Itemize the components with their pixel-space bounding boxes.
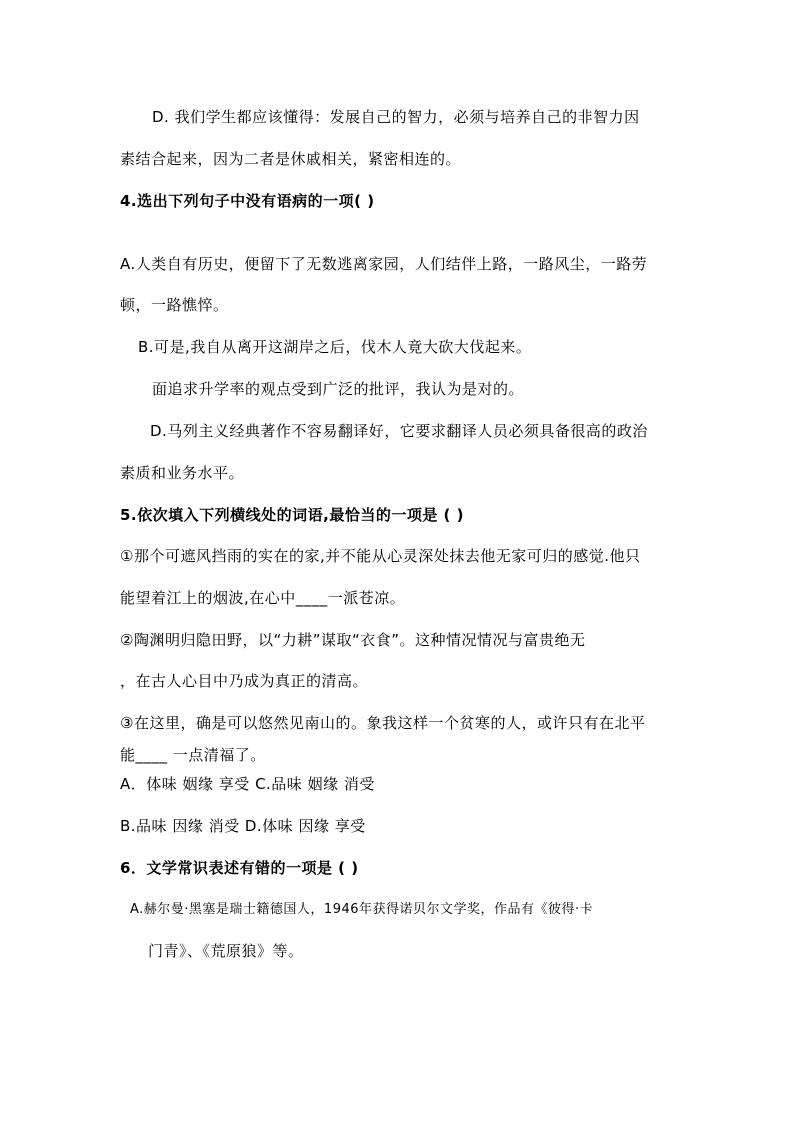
q4-heading: 4.选出下列句子中没有语病的一项( ) bbox=[120, 192, 375, 210]
q4-option-d-line-2: 素质和业务水平。 bbox=[120, 464, 245, 482]
q5-heading: 5.依次填入下列横线处的词语,最恰当的一项是 ( ) bbox=[120, 506, 464, 524]
q4-option-d-line-1: D.马列主义经典著作不容易翻译好，它要求翻译人员必须具备很高的政治 bbox=[150, 422, 648, 440]
q3-option-d-line-2: 素结合起来，因为二者是休戚相关，紧密相连的。 bbox=[120, 150, 462, 168]
q5-item-1-line-2: 能望着江上的烟波,在心中____一派苍凉。 bbox=[120, 589, 406, 607]
q6-option-a-line-2: 门青》、《荒原狼》等。 bbox=[148, 942, 304, 960]
q5-item-2-line-1: ②陶渊明归隐田野，以“力耕”谋取“衣食”。这种情况情况与富贵绝无 bbox=[120, 631, 586, 649]
q4-option-b-line-1: B.可是,我自从离开这湖岸之后，伐木人竟大砍大伐起来。 bbox=[138, 338, 532, 356]
q5-item-1-line-1: ①那个可遮风挡雨的实在的家,并不能从心灵深处抹去他无家可归的感觉.他只 bbox=[120, 547, 641, 565]
q5-options-line-1: A．体味 姻缘 享受 C.品味 姻缘 消受 bbox=[120, 775, 375, 793]
q5-item-3-line-2: 能____ 一点清福了。 bbox=[120, 746, 266, 764]
q4-option-a-line-2: 顿，一路憔悴。 bbox=[120, 296, 229, 314]
q3-option-d-line-1: D. 我们学生都应该懂得：发展自己的智力，必须与培养自己的非智力因 bbox=[152, 108, 640, 126]
q5-item-3-line-1: ③在这里，确是可以悠然见南山的。象我这样一个贫寒的人，或许只有在北平 bbox=[120, 714, 646, 732]
q6-heading: 6．文学常识表述有错的一项是 ( ) bbox=[120, 859, 359, 877]
q6-option-a-line-1: A.赫尔曼·黑塞是瑞士籍德国人，1946年获得诺贝尔文学奖，作品有《彼得·卡 bbox=[130, 902, 594, 917]
q5-options-line-2: B.品味 因缘 消受 D.体味 因缘 享受 bbox=[120, 817, 366, 835]
q4-option-a-line-1: A.人类自有历史，便留下了无数逃离家园，人们结伴上路，一路风尘，一路劳 bbox=[120, 255, 648, 273]
q5-item-2-line-2: ，在古人心目中乃成为真正的清高。 bbox=[120, 672, 369, 690]
q4-option-c-line-1: 面追求升学率的观点受到广泛的批评，我认为是对的。 bbox=[152, 380, 525, 398]
